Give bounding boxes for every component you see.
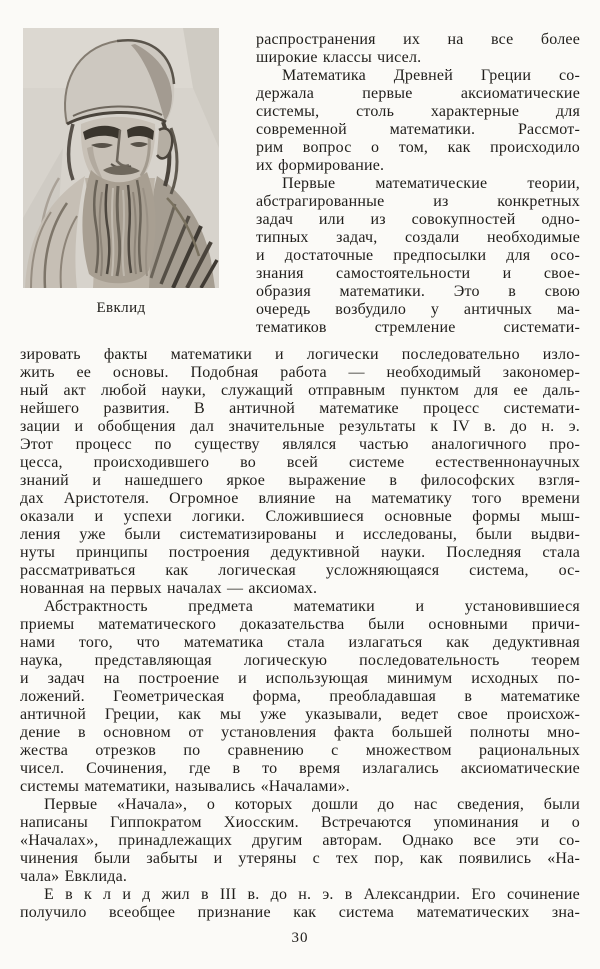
- text-line: Первые «Начала», о которых дошли до нас сведения, были: [44, 796, 580, 813]
- text-line: системы, столь характерные для: [256, 103, 580, 120]
- text-line: современной математики. Рассмот-: [256, 121, 580, 138]
- text-line: Первые математические теории,: [282, 175, 580, 192]
- text-line: зации и обобщения дал значительные результаты к IV в. до н. э.: [20, 418, 580, 435]
- text-line: оказали и успехи логики. Сложившиеся основные формы мыш-: [20, 508, 580, 525]
- text-line: задач или из совокупностей одно-: [256, 211, 580, 228]
- text-line: чинения были забыты и утеряны с тех пор, как появились «На-: [20, 850, 580, 867]
- euclid-figure: [20, 28, 256, 342]
- text-line: Этот процесс по существу являлся частью аналогичного про-: [20, 436, 580, 453]
- text-line: Е в к л и д жил в III в. до н. э. в Александрии. Его сочинение: [44, 886, 580, 903]
- text-line: ложений. Геометрическая форма, преобладавшая в математике: [20, 688, 580, 705]
- text-line: зировать факты математики и логически последовательно изло-: [20, 346, 580, 363]
- text-line: античной Греции, как мы уже указывали, ведет свое происхож-: [20, 706, 580, 723]
- text-line: нейшего развития. В античной математике процесс системати-: [20, 400, 580, 417]
- text-line: очередь возбудило у античных ма-: [256, 301, 580, 318]
- text-line: получило всеобщее признание как система математических зна-: [20, 904, 580, 921]
- text-line: чисел. Сочинения, где в то время излагались аксиоматические: [20, 760, 580, 777]
- text-line: нованная на первых началах — аксиомах.: [20, 580, 318, 597]
- text-line: их формирование.: [256, 157, 385, 174]
- text-line: тематиков стремление системати-: [256, 319, 580, 336]
- book-page: [20, 0, 580, 947]
- text-line: «Началах», принадлежащих другим авторам. Однако все эти со-: [20, 832, 580, 849]
- euclid-portrait-image: [23, 28, 219, 288]
- text-line: знания самостоятельности и свое-: [256, 265, 580, 282]
- text-line: образия математики. Это в свою: [256, 283, 580, 300]
- text-line: распространения их на все более: [256, 31, 580, 48]
- text-line: написаны Гиппократом Хиосским. Встречаются упоминания и о: [20, 814, 580, 831]
- text-line: жить ее основы. Подобная работа — необходимый закономер-: [20, 364, 580, 381]
- text-line: жества отрезков по сравнению с множеством рациональных: [20, 742, 580, 759]
- text-line: знаний и нашедшего яркое выражение в философских взгля-: [20, 472, 580, 489]
- text-line: абстрагированные из конкретных: [256, 193, 580, 210]
- text-line: Абстрактность предмета математики и установившиеся: [44, 598, 580, 615]
- text-line: ления уже были систематизированы и исследованы, были выдви-: [20, 526, 580, 543]
- text-line: наука, представляющая логическую последовательность теорем: [20, 652, 580, 669]
- euclid-portrait: [23, 28, 219, 288]
- text-line: нуты принципы построения дедуктивной науки. Последняя стала: [20, 544, 580, 561]
- text-line: чала» Евклида.: [20, 868, 128, 885]
- text-line: и задач на построение и использующая минимум исходных по-: [20, 670, 580, 687]
- text-line: держала первые аксиоматические: [256, 85, 580, 102]
- text-line: нами того, что математика стала излагаться как дедуктивная: [20, 634, 580, 651]
- text-line: рим вопрос о том, как происходило: [256, 139, 580, 156]
- text-line: рассматриваться как логическая усложняющаяся система, ос-: [20, 562, 580, 579]
- body-text: [20, 346, 580, 922]
- figure-caption: Евклид: [96, 300, 146, 316]
- intro-text-column: [256, 28, 580, 342]
- text-line: и достаточные предпосылки для осо-: [256, 247, 580, 264]
- text-line: дах Аристотеля. Огромное влияние на математику того времени: [20, 490, 580, 507]
- text-line: типных задач, создали необходимые: [256, 229, 580, 246]
- text-line: приемы математического доказательства были основными причи-: [20, 616, 580, 633]
- text-line: ный акт любой науки, служащий отправным пунктом для ее даль-: [20, 382, 580, 399]
- text-line: Математика Древней Греции со-: [282, 67, 580, 84]
- text-line: дение в основном от установления факта большей полноты мно-: [20, 724, 580, 741]
- text-line: системы математики, назывались «Началами».: [20, 778, 350, 795]
- top-section: [20, 28, 580, 342]
- text-line: широкие классы чисел.: [256, 49, 422, 66]
- page-number: 30: [291, 930, 309, 946]
- text-line: цесса, происходившего во всей системе естественнонаучных: [20, 454, 580, 471]
